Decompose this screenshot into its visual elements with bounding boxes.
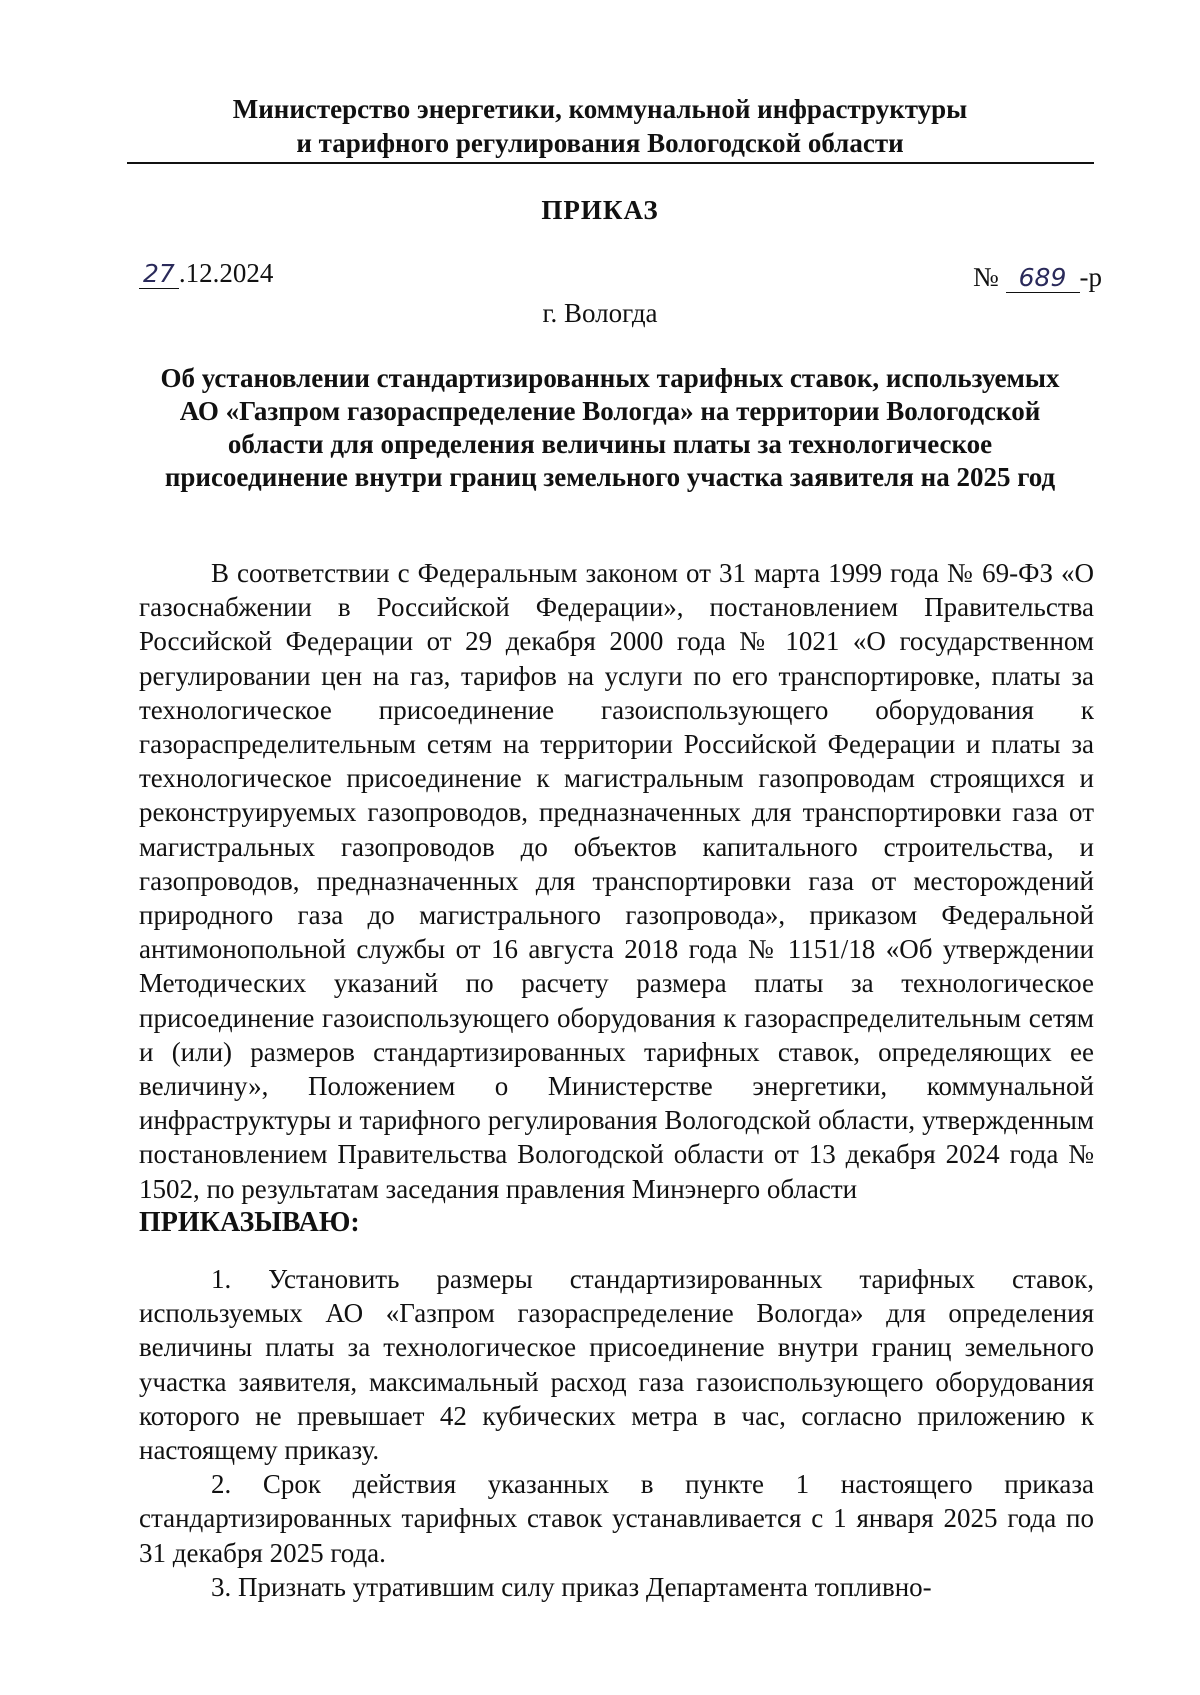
item-3: 3. Признать утратившим силу приказ Департамента топливно-: [211, 1571, 932, 1602]
number-sign: №: [972, 262, 999, 292]
document-body: [139, 556, 1094, 1604]
order-word: ПРИКАЗЫВАЮ:: [139, 1206, 360, 1238]
header-divider: [127, 162, 1094, 164]
ministry-line-2: и тарифного регулирования Вологодской области: [296, 128, 904, 158]
document-city: г. Вологда: [542, 298, 658, 328]
number-suffix: -р: [1079, 262, 1102, 292]
date-month-year: .12.2024: [178, 258, 274, 288]
handwritten-day: 27: [139, 259, 179, 289]
item-2: 2. Срок действия указанных в пункте 1 настоящего приказа стандартизированных тарифных ставок устанавливается с 1 января 2025 года по 31 декабря 2025 года.: [139, 1469, 1094, 1568]
preamble-paragraph: В соответствии с Федеральным законом от 31 марта 1999 года № 69-ФЗ «О газоснабжении в Российской Федерации», постановлением Правительства Российской Федерации от 29 декабря 2000 года № 1021 «О государственном регулировании цен на газ, тарифов на услуги по его транспортировке, платы за технологическое присоединение газоиспользующего оборудования к газораспределительным сетям на территории Российской Федерации и платы за технологическое присоединение к магистральным газопроводам строящихся и реконструируемых газопроводов, предназначенных для транспортировки газа от магистральных газопроводов до объектов капитального строительства, и газопроводов, предназначенных для транспортировки газа от месторождений природного газа до магистрального газопровода», приказом Федеральной антимонопольной службы от 16 августа 2018 года № 1151/18 «Об утверждении Методических указаний по расчету размера платы за технологическое присоединение газоиспользующего оборудования к газораспределительным сетям и (или) размеров стандартизированных тарифных ставок, определяющих ее величину», Положением о Министерстве энергетики, коммунальной инфраструктуры и тарифного регулирования Вологодской области, утвержденным постановлением Правительства Вологодской области от 13 декабря 2024 года № 1502, по результатам заседания правления Минэнерго области: [139, 558, 1094, 1204]
ministry-header: [0, 92, 1200, 160]
handwritten-number: 689: [1006, 263, 1080, 293]
ministry-line-1: Министерство энергетики, коммунальной инфраструктуры: [232, 94, 968, 124]
document-number: [973, 262, 1102, 293]
document-heading: Об установлении стандартизированных тарифных ставок, используемых АО «Газпром газораспределение Вологда» на территории Вологодской области для определения величины платы за технологическое присоединение внутри границ земельного участка заявителя на 2025 год: [160, 363, 1060, 492]
document-date: [139, 258, 273, 289]
document-type: ПРИКАЗ: [541, 195, 659, 225]
item-1: 1. Установить размеры стандартизированных тарифных ставок, используемых АО «Газпром газораспределение Вологда» для определения величины платы за технологическое присоединение внутри границ земельного участка заявителя, максимальный расход газа газоиспользующего оборудования которого не превышает 42 кубических метра в час, согласно приложению к настоящему приказу.: [139, 1264, 1094, 1466]
